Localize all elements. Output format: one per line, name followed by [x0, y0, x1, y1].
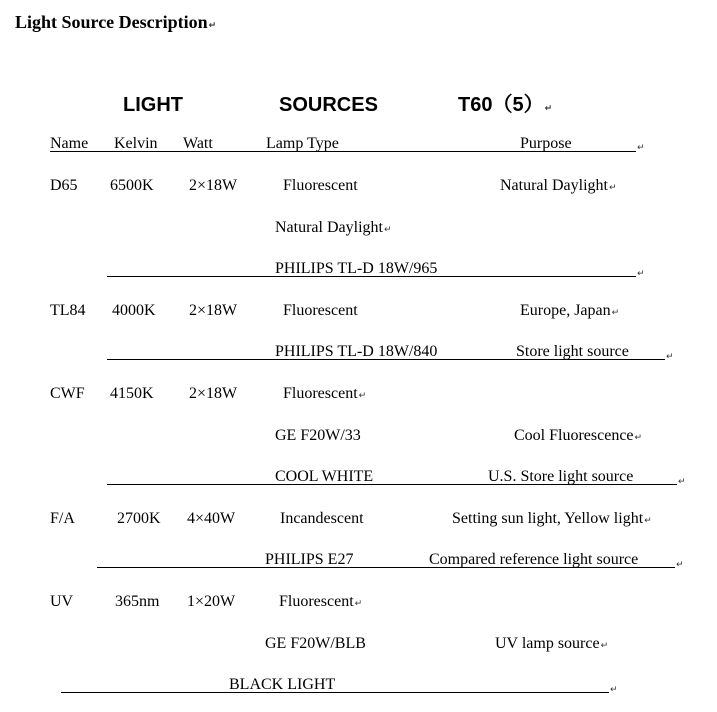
paragraph-mark: ↵ — [383, 225, 392, 235]
paragraph-mark: ↵ — [637, 269, 645, 279]
paragraph-mark: ↵ — [678, 477, 686, 487]
paragraph-mark: ↵ — [358, 391, 367, 401]
paragraph-mark: ↵ — [666, 352, 674, 362]
heading-model: T60（5）↵ — [458, 94, 553, 116]
tl84-purpose: Europe, Japan↵ — [520, 302, 620, 319]
fa-name: F/A — [50, 510, 75, 527]
cwf-model-purpose: Cool Fluorescence↵ — [514, 427, 643, 444]
d65-kelvin: 6500K — [110, 177, 154, 194]
document-title: Light Source Description↵ — [15, 12, 217, 32]
cwf-line3-purpose: U.S. Store light source — [488, 468, 634, 485]
fa-model-purpose: Compared reference light source — [429, 551, 639, 568]
cwf-line3: COOL WHITE — [275, 468, 374, 485]
cwf-lamp-type: Fluorescent↵ — [283, 385, 367, 402]
paragraph-mark: ↵ — [610, 685, 618, 695]
column-header-watt: Watt — [183, 135, 213, 152]
paragraph-mark: ↵ — [644, 516, 652, 526]
tl84-model-purpose: Store light source — [516, 343, 629, 360]
paragraph-mark: ↵ — [608, 183, 617, 193]
uv-line3: BLACK LIGHT — [229, 676, 336, 693]
uv-model-purpose: UV lamp source↵ — [495, 635, 609, 652]
d65-line2: Natural Daylight↵ — [275, 219, 392, 236]
tl84-watt: 2×18W — [189, 302, 238, 319]
fa-watt: 4×40W — [187, 510, 236, 527]
fa-kelvin: 2700K — [117, 510, 161, 527]
header-underline — [50, 151, 636, 152]
d65-name: D65 — [50, 177, 78, 194]
tl84-lamp-type: Fluorescent — [283, 302, 358, 319]
fa-purpose: Setting sun light, Yellow light↵ — [452, 510, 652, 527]
paragraph-mark: ↵ — [634, 433, 643, 443]
uv-lamp-type: Fluorescent↵ — [279, 593, 363, 610]
paragraph-mark: ↵ — [611, 308, 620, 318]
tl84-name: TL84 — [50, 302, 86, 319]
fa-underline — [97, 567, 675, 568]
column-header-name: Name — [50, 135, 89, 152]
column-header-purpose: Purpose — [520, 135, 572, 152]
column-header-lamp-type: Lamp Type — [266, 135, 339, 152]
fa-lamp-type: Incandescent — [280, 510, 364, 527]
cwf-underline — [107, 484, 677, 485]
uv-model: GE F20W/BLB — [265, 635, 366, 652]
paragraph-mark: ↵ — [637, 143, 645, 153]
fa-model: PHILIPS E27 — [265, 551, 354, 568]
paragraph-mark: ↵ — [208, 21, 217, 31]
heading-sources: SOURCES — [279, 94, 378, 116]
cwf-watt: 2×18W — [189, 385, 238, 402]
paragraph-mark: ↵ — [354, 599, 363, 609]
paragraph-mark: ↵ — [676, 560, 684, 570]
uv-name: UV — [50, 593, 74, 610]
d65-purpose: Natural Daylight↵ — [500, 177, 617, 194]
uv-kelvin: 365nm — [115, 593, 160, 610]
paragraph-mark: ↵ — [600, 641, 609, 651]
heading-light: LIGHT — [123, 94, 183, 116]
cwf-kelvin: 4150K — [110, 385, 154, 402]
uv-underline — [61, 692, 609, 693]
d65-underline — [107, 276, 636, 277]
cwf-model: GE F20W/33 — [275, 427, 361, 444]
tl84-model: PHILIPS TL-D 18W/840 — [275, 343, 438, 360]
d65-lamp-type: Fluorescent — [283, 177, 358, 194]
tl84-kelvin: 4000K — [112, 302, 156, 319]
tl84-underline — [107, 359, 665, 360]
d65-model: PHILIPS TL-D 18W/965 — [275, 260, 438, 277]
column-header-kelvin: Kelvin — [114, 135, 158, 152]
paragraph-mark: ↵ — [544, 104, 553, 114]
uv-watt: 1×20W — [187, 593, 236, 610]
cwf-name: CWF — [50, 385, 85, 402]
d65-watt: 2×18W — [189, 177, 238, 194]
